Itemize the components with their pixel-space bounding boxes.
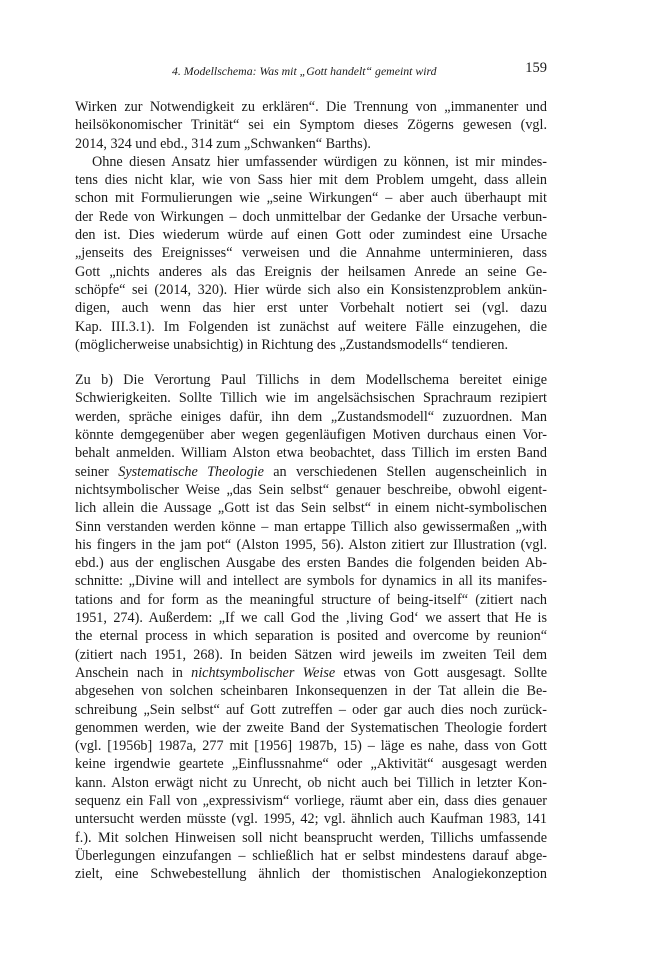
text-line: untersucht werden müsste (vgl. 1995, 42; vgl. ähnlich auch Kaufman 1983, 141 [75,811,547,828]
text-line: schnitte: „Divine will and intellect are symbols for dynamics in all its manifes- [75,573,547,590]
text-line: abgesehen von solchen scheinbaren Inkonsequenzen in der Tat allein die Be- [75,683,547,700]
book-title-italic: Systematische Theologie [118,463,264,480]
text-line: sequenz ein Fall von „expressivism“ vorliege, räumt aber ein, dass dies genauer [75,792,547,809]
body-text [75,98,547,883]
text-line: Gott „nichts anderes als das Ereignis der heilsamen Anrede an seine Ge- [75,263,547,280]
text-line: genommen werden, wie der zweite Band der Systematischen Theologie fordert [75,719,547,736]
text-line: (zitiert nach 1951, 268). In beiden Sätzen wird jeweils im zweiten Teil dem [75,646,547,663]
text-line: Schwierigkeiten. Sollte Tillich wie im angelsächsischen Sprachraum rezipiert [75,390,547,407]
text-line: (möglicherweise unabsichtig) in Richtung des „Zustandsmodells“ tendieren. [75,336,509,353]
text-line: 2014, 324 und ebd., 314 zum „Schwanken“ Barths). [75,135,371,152]
text-line: Zu b) Die Verortung Paul Tillichs in dem Modellschema bereitet einige [75,372,547,389]
text-line: werden, spräche einiges dafür, ihn dem „Zustandsmodell“ zuzuordnen. Man [75,408,547,425]
text-line: Kap. III.3.1). Im Folgenden ist zunächst auf weitere Fälle einzugehen, die [75,318,547,335]
text-line: „jenseits des Ereignisses“ verweisen und die Annahme unterminieren, dass [75,245,547,262]
text-line: schreibung „Sein selbst“ auf Gott zutreffen – oder gar auch dies noch zurück- [75,701,547,718]
page-number: 159 [525,60,547,76]
page-header [75,60,547,80]
text-line: the eternal process in which separation is posited and overcome by reunion“ [75,628,547,645]
text-segment: seiner [75,463,119,480]
text-line-with-italic [75,664,547,682]
text-line: heilsökonomischer Trinität“ sei ein Symptom dieses Zögerns gewesen (vgl. [75,117,547,134]
text-line: keine irgendwie geartete „Einflussnahme“ oder „Aktivität“ ausgesagt werden [75,756,547,773]
text-line: his fingers in the jam pot“ (Alston 1995, 56). Alston zitiert zur Illustration (vgl. [75,536,547,553]
text-line: den ist. Dies wiederum würde auf einen Gott oder zumindest eine Ursache [75,227,547,244]
text-segment: Anschein nach in [75,664,192,681]
paragraph-gap [75,354,547,371]
text-line: kann. Alston erwägt nicht zu Unrecht, ob nicht auch bei Tillich in letzter Kon- [75,774,547,791]
text-line: Überlegungen einzufangen – schließlich hat er selbst mindestens darauf abge- [75,847,547,864]
text-line: 1951, 274). Außerdem: „If we call God the ‚living God‘ we assert that He is [75,610,547,627]
text-line: digen, auch wenn das hier erst unter Vorbehalt notiert sei (vgl. dazu [75,300,547,317]
paragraph-1 [75,98,547,153]
paragraph-2 [75,153,547,354]
text-line: schöpfe“ sei (2014, 320). Hier würde sich also ein Konsistenzproblem ankün- [75,281,547,298]
text-line: nichtsymbolischer Weise „das Sein selbst“ genauer beschreibe, obwohl eigent- [75,481,547,498]
text-line: Sinn verstanden werden könne – man ertappe Tillich also gewissermaßen „with [75,518,547,535]
text-line: schon mit Formulierungen wie „seine Wirkungen“ – aber auch überhaupt mit [75,190,547,207]
text-line: könnte demgegenüber aber wegen gegenläufigen Motiven durchaus einen Vor- [75,427,547,444]
text-line: ebd.) aus der englischen Ausgabe des ersten Bandes die folgenden beiden Ab- [75,555,547,572]
text-line: zielt, eine Schwebestellung ähnlich der thomistischen Analogiekonzeption [75,866,547,883]
text-line: tens dies nicht klar, wie von Sass hier mit dem Problem umgeht, dass allein [75,172,547,189]
text-segment: etwas von Gott ausgesagt. Sollte [335,664,547,681]
text-line: behalt anmelden. William Alston etwa beobachtet, dass Tillich im ersten Band [75,445,547,462]
running-title: 4. Modellschema: Was mit „Gott handelt“ gemeint wird [172,64,437,78]
text-line: lich allein die Aussage „Gott ist das Sein selbst“ in einem nicht-symbolischen [75,500,547,517]
text-line-with-italic [75,463,547,481]
text-line: Ohne diesen Ansatz hier umfassender würdigen zu können, ist mir mindes- [92,153,547,170]
text-line: der Rede von Wirkungen – doch unmittelbar der Gedanke der Ursache verbun- [75,208,547,225]
emphasis-italic: nichtsymbolischer Weise [191,664,336,681]
text-line: f.). Mit solchen Hinweisen soll nicht beansprucht werden, Tillichs umfassende [75,829,547,846]
text-segment: an verschiedenen Stellen augenscheinlich in [263,463,547,480]
text-line: Wirken zur Notwendigkeit zu erklären“. Die Trennung von „immanenter und [75,99,547,115]
text-line: (vgl. [1956b] 1987a, 277 mit [1956] 1987b, 15) – läge es nahe, dass von Gott [75,738,547,755]
paragraph-3 [75,371,547,883]
text-line: tations and for form as the meaningful structure of being-itself“ (zitiert nach [75,591,547,608]
